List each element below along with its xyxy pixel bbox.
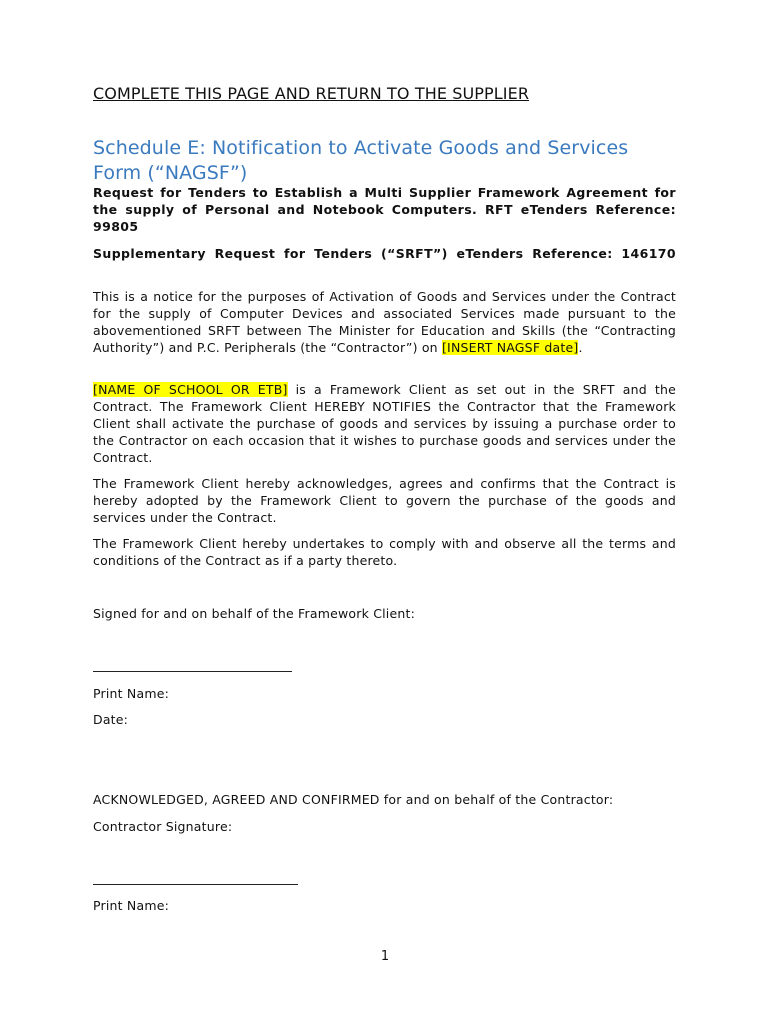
return-instruction-heading: COMPLETE THIS PAGE AND RETURN TO THE SUPPLIER (93, 84, 530, 103)
client-signature-line (93, 671, 292, 672)
client-date-label: Date: (93, 712, 129, 727)
framework-client-paragraph (93, 381, 676, 466)
client-signed-for-label: Signed for and on behalf of the Framework Client: (93, 606, 415, 621)
contractor-signature-line (93, 884, 298, 885)
nagsf-date-placeholder: [INSERT NAGSF date] (441, 340, 579, 355)
contractor-acknowledged-label: ACKNOWLEDGED, AGREED AND CONFIRMED for and on behalf of the Contractor: (93, 792, 614, 807)
schedule-title: Schedule E: Notification to Activate Goods and Services Form (“NAGSF”) (93, 137, 629, 184)
contractor-print-name-label: Print Name: (93, 898, 170, 913)
page-number: 1 (380, 949, 390, 964)
activation-notice-text: This is a notice for the purposes of Activation of Goods and Services under the Contract for the supply of Computer Devices and associated Services made pursuant to the abovementioned SRFT between The Minister for Education and Skills (the “Contracting Authority”) and P.C. Peripherals (the “Contractor”) on (93, 289, 676, 355)
client-print-name-label: Print Name: (93, 686, 170, 701)
undertaking-paragraph: The Framework Client hereby undertakes to comply with and observe all the terms and conditions of the Contract as if a party thereto. (93, 536, 676, 568)
acknowledgement-paragraph: The Framework Client hereby acknowledges, agrees and confirms that the Contract is hereby adopted by the Framework Client to govern the purchase of the goods and services under the Contract. (93, 476, 676, 525)
framework-client-text: is a Framework Client as set out in the SRFT and the Contract. The Framework Client HEREBY NOTIFIES the Contractor that the Framework Client shall activate the purchase of goods and services by issuing a purchase order to the Contractor on each occasion that it wishes to purchase goods and services under the Contract. (93, 382, 676, 465)
contractor-signature-label: Contractor Signature: (93, 819, 233, 834)
rft-reference: Request for Tenders to Establish a Multi Supplier Framework Agreement for the supply of Personal and Notebook Computers. RFT eTenders Reference: 99805 (93, 185, 676, 234)
school-name-placeholder: [NAME OF SCHOOL OR ETB] (93, 382, 288, 397)
srft-reference: Supplementary Request for Tenders (“SRFT”) eTenders Reference: 146170 (93, 246, 676, 261)
activation-notice-paragraph (93, 288, 676, 356)
notice-end: . (578, 340, 583, 355)
